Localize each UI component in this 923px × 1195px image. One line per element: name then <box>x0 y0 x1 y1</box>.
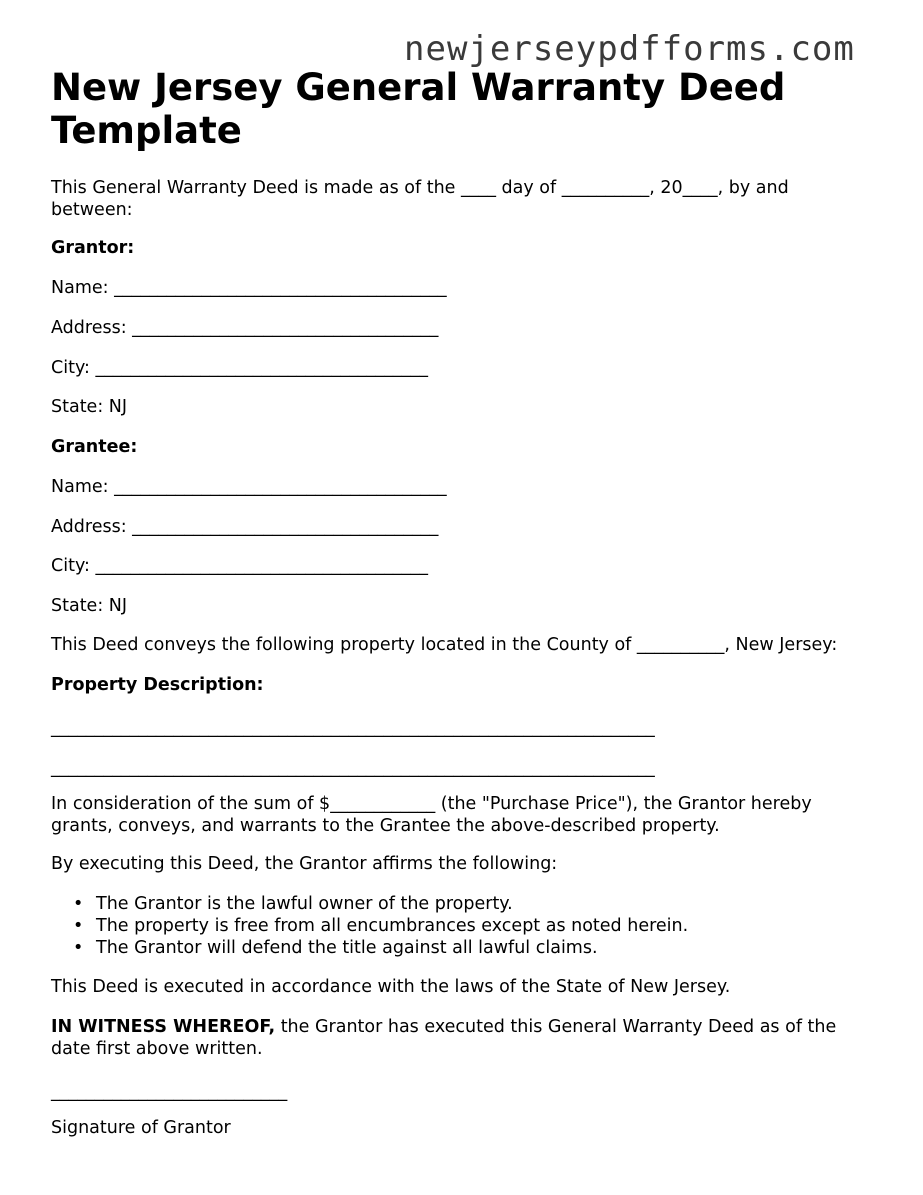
affirmations-list <box>51 893 688 959</box>
grantor-address-field: Address: ___________________________________ <box>51 318 439 338</box>
signature-line: ___________________________ <box>51 1082 288 1102</box>
grantor-city-field: City: ______________________________________ <box>51 358 428 378</box>
property-description-line-1: _____________________________________________________________________ <box>51 718 655 738</box>
conveys-paragraph: This Deed conveys the following property located in the County of __________, New Jersey: <box>51 635 838 655</box>
page-title: New Jersey General Warranty Deed Template <box>51 66 786 152</box>
laws-paragraph: This Deed is executed in accordance with the laws of the State of New Jersey. <box>51 977 731 997</box>
witness-text: the Grantor has executed this General Warranty Deed as of the date first above written. <box>51 1017 837 1059</box>
grantee-heading: Grantee: <box>51 437 138 457</box>
list-item: • The Grantor will defend the title against all lawful claims. <box>51 937 688 959</box>
list-item: • The Grantor is the lawful owner of the property. <box>51 893 688 915</box>
list-item: • The property is free from all encumbrances except as noted herein. <box>51 915 688 937</box>
witness-paragraph <box>51 1016 871 1060</box>
grantor-name-field: Name: ______________________________________ <box>51 278 447 298</box>
grantee-address-field: Address: ___________________________________ <box>51 517 439 537</box>
grantor-heading: Grantor: <box>51 238 135 258</box>
grantee-city-field: City: ______________________________________ <box>51 556 428 576</box>
grantee-name-field: Name: ______________________________________ <box>51 477 447 497</box>
affirms-paragraph: By executing this Deed, the Grantor affirms the following: <box>51 854 558 874</box>
grantee-state-field: State: NJ <box>51 596 128 616</box>
consideration-paragraph: In consideration of the sum of $____________ (the "Purchase Price"), the Grantor hereby grants, conveys, and warrants to the Grantee the above-described property. <box>51 794 812 836</box>
intro-paragraph: This General Warranty Deed is made as of the ____ day of __________, 20____, by and between: <box>51 178 789 220</box>
grantor-state-field: State: NJ <box>51 397 128 417</box>
watermark: newjerseypdfforms.com <box>404 29 855 69</box>
property-description-line-2: _____________________________________________________________________ <box>51 758 655 778</box>
signature-label: Signature of Grantor <box>51 1118 231 1138</box>
property-description-heading: Property Description: <box>51 675 264 695</box>
witness-bold: IN WITNESS WHEREOF, <box>51 1017 276 1037</box>
